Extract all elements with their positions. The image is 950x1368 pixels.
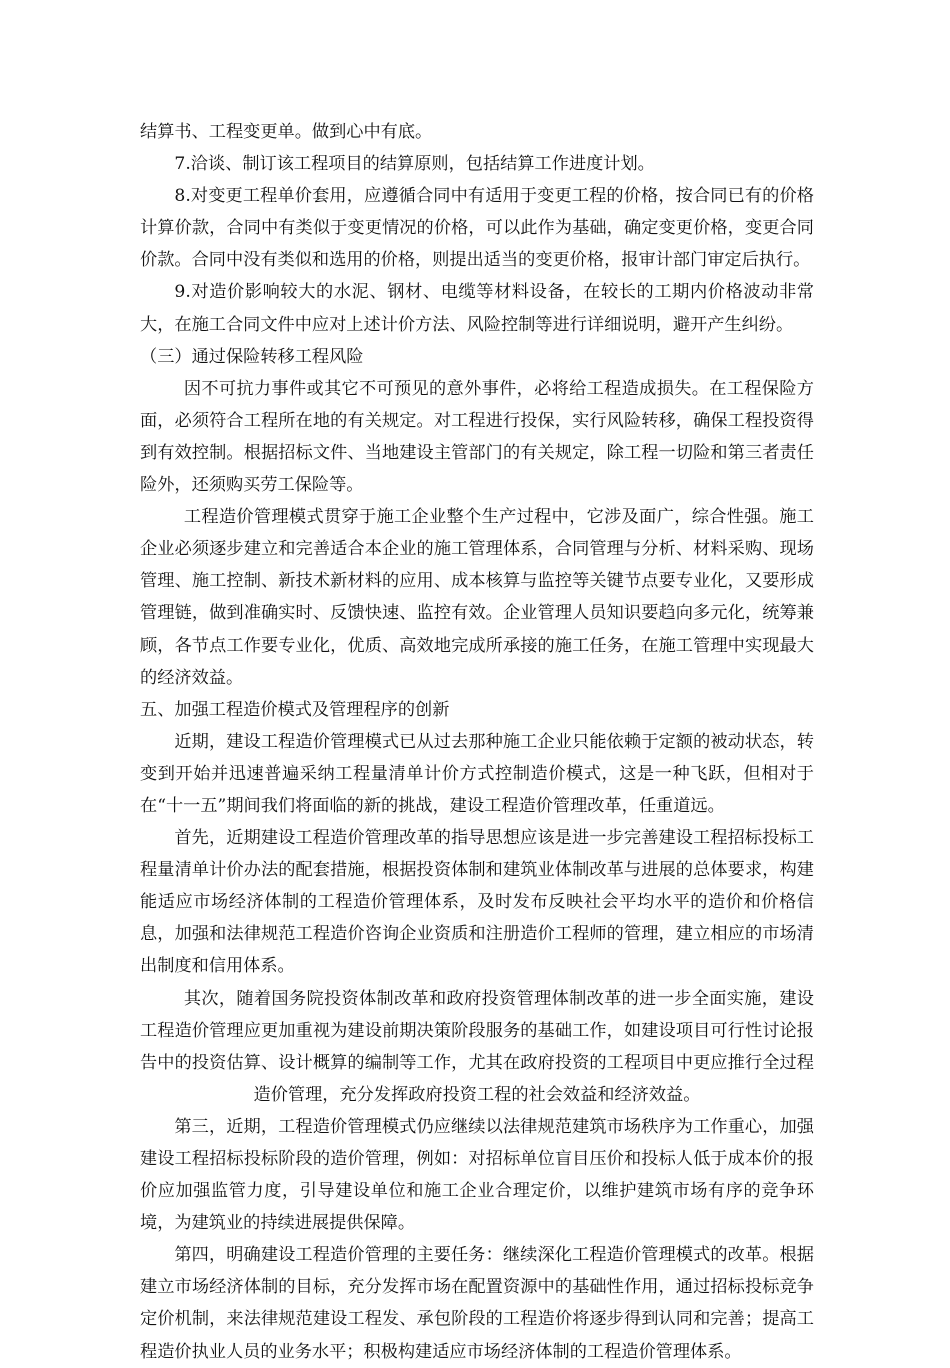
document-body [140, 116, 814, 1368]
paragraph-settlement-docs: 结算书、工程变更单。做到心中有底。 [140, 122, 433, 142]
paragraph-item-8: 8.对变更工程单价套用，应遵循合同中有适用于变更工程的价格，按合同已有的价格计算价款，合同中有类似于变更情况的价格，可以此作为基础，确定变更价格，变更合同价款。合同中没有类似和选用的价格，则提出适当的变更价格，报审计部门审定后执行。 [140, 186, 814, 271]
paragraph-cost-management-model: 工程造价管理模式贯穿于施工企业整个生产过程中，它涉及面广，综合性强。施工企业必须逐步建立和完善适合本企业的施工管理体系，合同管理与分析、材料采购、现场管理、施工控制、新技术新材料的应用、成本核算与监控等关键节点要专业化，又要形成管理链，做到准确实时、反馈快速、监控有效。企业管理人员知识要趋向多元化，统筹兼顾，各节点工作要专业化，优质、高效地完成所承接的施工任务，在施工管理中实现最大的经济效益。 [140, 507, 814, 688]
section-heading-insurance: （三）通过保险转移工程风险 [140, 346, 364, 367]
paragraph-fourth: 第四，明确建设工程造价管理的主要任务：继续深化工程造价管理模式的改革。根据建立市场经济体制的目标，充分发挥市场在配置资源中的基础性作用，通过招标投标竞争定价机制，来法律规范建设工程发、承包阶段的工程造价将逐步得到认同和完善；提高工程造价执业人员的业务水平；积极构建适应市场经济体制的工程造价管理体系。 [140, 1245, 814, 1362]
paragraph-recent-reform: 近期，建设工程造价管理模式已从过去那种施工企业只能依赖于定额的被动状态，转变到开始并迅速普遍采纳工程量清单计价方式控制造价模式，这是一种飞跃，但相对于在“十一五”期间我们将面临的新的挑战，建设工程造价管理改革，任重道远。 [140, 731, 814, 816]
paragraph-item-9: 9.对造价影响较大的水泥、钢材、电缆等材料设备，在较长的工期内价格波动非常大，在施工合同文件中应对上述计价方法、风险控制等进行详细说明，避开产生纠纷。 [140, 282, 814, 335]
paragraph-item-7: 7.洽谈、制订该工程项目的结算原则，包括结算工作进度计划。 [174, 154, 655, 175]
section-heading-innovation: 五、加强工程造价模式及管理程序的创新 [140, 699, 450, 720]
paragraph-third: 第三，近期，工程造价管理模式仍应继续以法律规范建筑市场秩序为工作重心，加强建设工程招标投标阶段的造价管理，例如：对招标单位盲目压价和投标人低于成本价的报价应加强监管力度，引导建设单位和施工企业合理定价，以维护建筑市场有序的竞争环境，为建筑业的持续进展提供保障。 [140, 1116, 814, 1234]
paragraph-first: 首先，近期建设工程造价管理改革的指导思想应该是进一步完善建设工程招标投标工程量清单计价办法的配套措施，根据投资体制和建筑业体制改革与进展的总体要求，构建能适应市场经济体制的工程造价管理体系，及时发布反映社会平均水平的造价和价格信息，加强和法律规范工程造价咨询企业资质和注册造价工程师的管理，建立相应的市场清出制度和信用体系。 [140, 828, 814, 977]
paragraph-second: 其次，随着国务院投资体制改革和政府投资管理体制改革的进一步全面实施，建设工程造价管理应更加重视为建设前期决策阶段服务的基础工作，如建设项目可行性讨论报告中的投资估算、设计概算的编制等工作，尤其在政府投资的工程项目中更应推行全过程造价管理，充分发挥政府投资工程的社会效益和经济效益。 [140, 988, 814, 1105]
paragraph-force-majeure: 因不可抗力事件或其它不可预见的意外事件，必将给工程造成损失。在工程保险方面，必须符合工程所在地的有关规定。对工程进行投保，实行风险转移，确保工程投资得到有效控制。根据招标文件、当地建设主管部门的有关规定，除工程一切险和第三者责任险外，还须购买劳工保险等。 [140, 378, 814, 496]
